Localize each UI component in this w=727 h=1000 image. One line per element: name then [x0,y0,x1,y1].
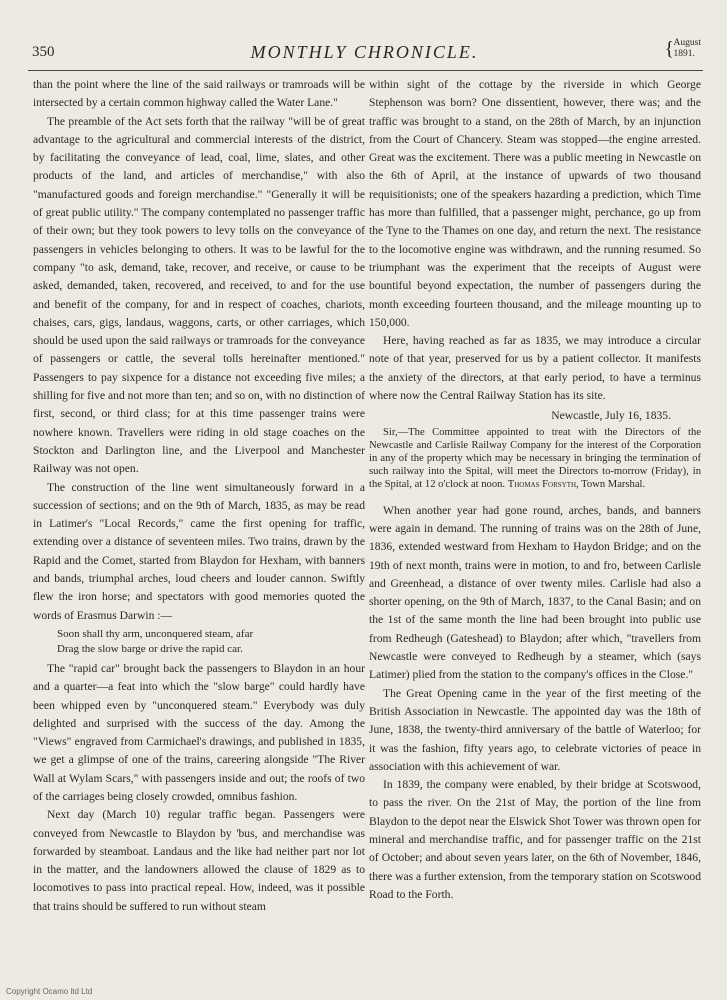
circular-notice [369,426,701,492]
paragraph: Next day (March 10) regular traffic began. Passengers were conveyed from Newcastle to Blaydon by 'bus, and merchandise was forwarded by steamboat. Landaus and the like had neither part nor lot in the matter, and the landowners allowed the clause of 1829 as to locomotives to pass into practical repeal. How, indeed, was it possible that trains should be suffered to run without steam [33,808,365,913]
header-rule [28,70,703,71]
issue-year: 1891. [673,49,695,59]
notice-body: Sir,—The Committee appointed to treat with the Directors of the Newcastle and Carlisle Railway Company for the interest of the Corporation in any of the property which may be necessary in bringing the termination of such railway into the Spital, will meet the Directors to-morrow (Friday), in the Spital, at 12 o'clock at noon. [369,426,701,491]
paragraph: Here, having reached as far as 1835, we may introduce a circular note of that year, preserved for us by a patient collector. It manifests the anxiety of the directors, at that early period, to have a terminus where now the Central Railway Station has its site. [369,334,701,403]
issue-date [664,38,701,60]
verse-quote [57,627,365,657]
running-title: MONTHLY CHRONICLE. [250,42,479,62]
page-number: 350 [32,44,55,60]
left-column [33,76,365,916]
paragraph: The Great Opening came in the year of the first meeting of the British Association in Newcastle. The appointed day was the 18th of June, 1838, the twenty-third anniversary of the battle of Waterloo; for it was the fashion, fifty years ago, to celebrate victories of peace in association with this achievement of war. [369,686,701,773]
paragraph: than the point where the line of the said railways or tramroads will be intersected by a certain common highway called the Water Lane." [33,78,365,110]
notice-signatory: Thomas Forsyth, [507,479,579,491]
page-header [28,38,701,66]
verse-line: Drag the slow barge or drive the rapid car. [57,642,243,655]
right-column [369,76,701,904]
verse-line: Soon shall thy arm, unconquered steam, afar [57,627,254,640]
paragraph: In 1839, the company were enabled, by their bridge at Scotswood, to pass the river. On the 21st of May, the portion of the line from Blaydon to the depot near the Elswick Shot Tower was thrown open for mineral and merchandise traffic, and for passenger traffic on the 21st of October; and about seven years later, on the 6th of November, 1846, there was a further extension, from the temporary station on Scotswood Road to the Forth. [369,778,701,901]
copyright-footer: Copyright Ocamo ltd Ltd [6,987,93,996]
notice-dateline: Newcastle, July 16, 1835. [551,409,671,423]
brace-glyph: { [664,38,675,60]
notice-office: Town Marshal. [581,479,646,491]
paragraph: The preamble of the Act sets forth that the railway "will be of great advantage to the agricultural and commercial interests of the district, by facilitating the conveyance of lead, coal, lime, slates, and other products of the land, and articles of merchandise," with also "manufactured goods and foreign merchandise." "Generally it will be of great public utility." The company contemplated no passenger traffic of their own; but they took powers to levy tolls on the conveyance of passengers in vehicles belonging to others. It was to be lawful for the company "to ask, demand, take, recover, and receive, or cause to be asked, demanded, taken, recovered, and received, to and for the use and benefit of the company, for and in respect of coaches, chariots, chaises, cars, gigs, landaus, waggons, carts, or other carriages, which should be used upon the said railways or tramroads for the conveyance of passengers or cattle, the several tolls hereinafter mentioned." Passengers to pay sixpence for a distance not exceeding five miles; a shilling for five and not more than ten; and so on, with no distinction of first, second, or third class; for at this time passenger trains were nowhere known. Travellers were riding in old stage coaches on the Stockton and Darlington line, and the Liverpool and Manchester Railway was not open. [33,114,365,476]
paragraph: within sight of the cottage by the riverside in which George Stephenson was born? One dissentient, however, there was; and the traffic was brought to a stand, on the 28th of March, by an injunction from the Court of Chancery. Steam was stopped—the engine arrested. Great was the excitement. There was a public meeting in Newcastle on the 6th of April, at the instance of upwards of two thousand requisitionists; one of the speakers hazarding a prediction, which Time has more than fulfilled, that a passenger might, perchance, go up from the Tyne to the Thames on one day, and return the next. The resistance to the locomotive engine was withdrawn, and the running resumed. So triumphant was the experiment that the receipts of August were bountiful beyond expectation, the number of passengers during the month exceeding fourteen thousand, and the mileage mounting up to 150,000. [369,78,701,329]
issue-month: August [673,38,701,48]
paragraph: The construction of the line went simultaneously forward in a succession of sections; and on the 9th of March, 1835, as may be read in Latimer's "Local Records," came the first opening for traffic, extending over a distance of seventeen miles. Two trains, drawn by the Rapid and the Comet, started from Blaydon for Hexham, with banners and bands, triumphal arches, loud cheers and louder cannon. Swiftly flew the iron horse; and spectators with good memories quoted the words of Erasmus Darwin :— [33,480,365,622]
paragraph: The "rapid car" brought back the passengers to Blaydon in an hour and a quarter—a feat into which the "slow barge" could hardly have been whipped even by "unconquered steam." Everybody was duly delighted and surprised with the success of the day. Among the "Views" engraved from Carmichael's drawings, and published in 1835, we get a glimpse of one of the trains, careering alongside "The River Wall at Wylam Scars," with passengers inside and out; the roofs of two of the carriages being closely crowded, omnibus fashion. [33,661,365,803]
paragraph: When another year had gone round, arches, bands, and banners were again in demand. The running of trains was on the 28th of June, 1836, extended westward from Hexham to Haydon Bridge; and on the 19th of next month, trains were in motion, to and fro, between Carlisle and Greenhead, a distance of over twenty miles. Carlisle had also a shorter opening, on the 9th of March, 1837, to the Canal Basin; and on the 1st of the same month the line had been brought into public use from Redheugh (Gateshead) to Blaydon; after which, "travellers from Newcastle were conveyed to Redheugh by a steamer, which (says Latimer) plied from the station to the company's offices in the Close." [369,503,701,682]
